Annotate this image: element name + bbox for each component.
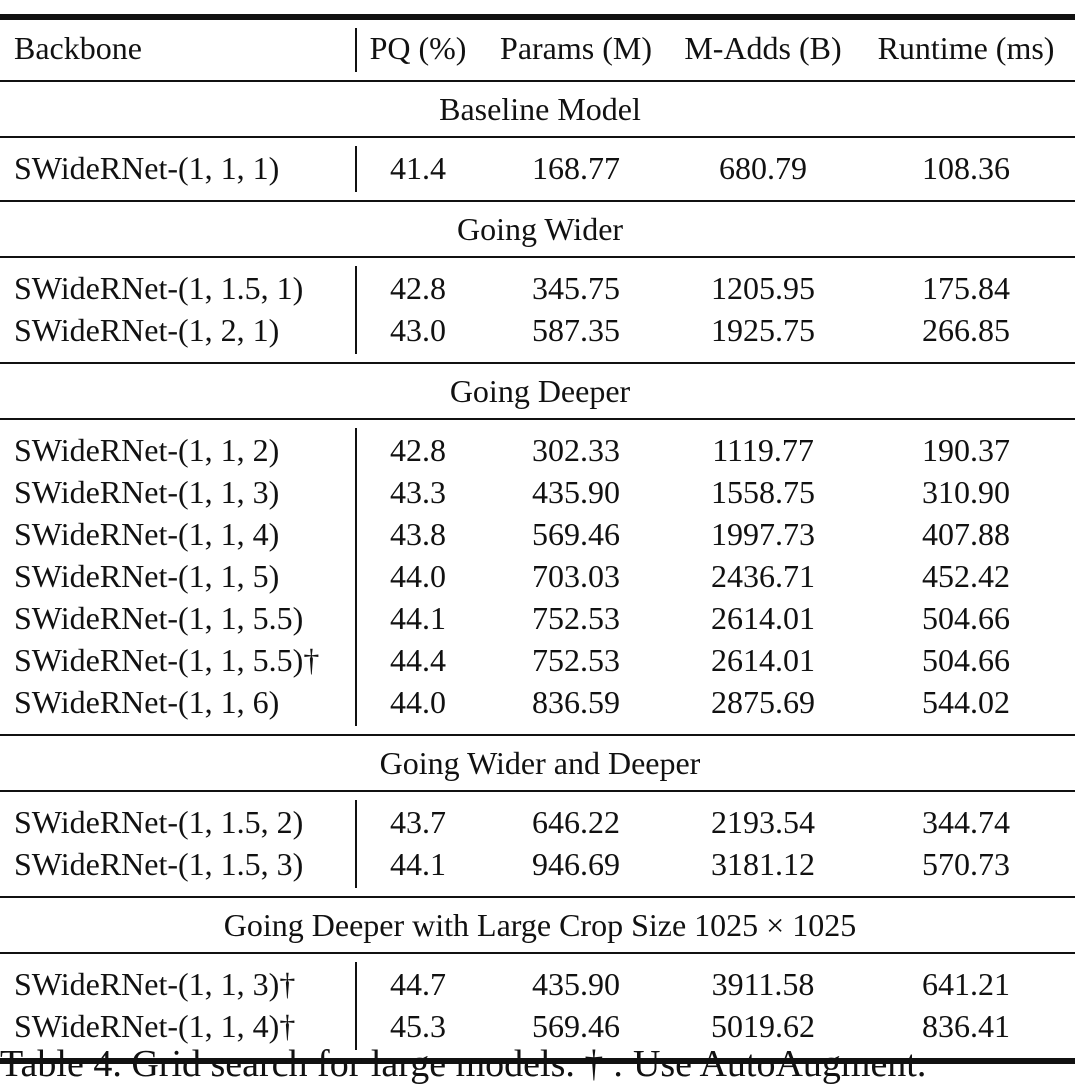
backbone-cell: SWideRNet-(1, 1, 4) [14, 516, 280, 552]
section-title: Going Deeper with Large Crop Size 1025 × 1025 [223, 907, 857, 943]
runtime-cell: 452.42 [922, 558, 1010, 594]
table-caption: Table 4. Grid search for large models. † : Use AutoAugment. [0, 1043, 927, 1085]
backbone-cell: SWideRNet-(1, 1, 5) [14, 558, 280, 594]
madds-cell: 3911.58 [711, 966, 815, 1002]
header-backbone: Backbone [14, 30, 142, 66]
runtime-cell: 190.37 [922, 432, 1010, 468]
params-cell: 703.03 [532, 558, 620, 594]
section-title: Going Wider and Deeper [379, 745, 701, 781]
params-cell: 752.53 [532, 600, 620, 636]
runtime-cell: 175.84 [922, 270, 1010, 306]
section-rule [0, 790, 1075, 792]
backbone-cell: SWideRNet-(1, 1.5, 1) [14, 270, 304, 306]
params-cell: 587.35 [532, 312, 620, 348]
backbone-cell: SWideRNet-(1, 1, 3)† [14, 966, 296, 1002]
pq-cell: 43.3 [390, 474, 446, 510]
madds-cell: 3181.12 [711, 846, 815, 882]
backbone-cell: SWideRNet-(1, 1, 2) [14, 432, 280, 468]
backbone-cell: SWideRNet-(1, 1, 1) [14, 150, 280, 186]
madds-cell: 2875.69 [711, 684, 815, 720]
section-title: Going Wider [456, 211, 624, 247]
column-divider [355, 428, 357, 726]
pq-cell: 44.1 [390, 600, 446, 636]
madds-cell: 5019.62 [711, 1008, 815, 1044]
params-cell: 569.46 [532, 1008, 620, 1044]
pq-cell: 43.8 [390, 516, 446, 552]
section-rule [0, 952, 1075, 954]
pq-cell: 44.1 [390, 846, 446, 882]
runtime-cell: 836.41 [922, 1008, 1010, 1044]
params-cell: 345.75 [532, 270, 620, 306]
backbone-cell: SWideRNet-(1, 1, 6) [14, 684, 280, 720]
column-divider [355, 800, 357, 888]
params-cell: 302.33 [532, 432, 620, 468]
pq-cell: 43.0 [390, 312, 446, 348]
madds-cell: 2614.01 [711, 642, 815, 678]
section-rule [0, 256, 1075, 258]
backbone-cell: SWideRNet-(1, 1.5, 2) [14, 804, 304, 840]
header-rule [0, 80, 1075, 82]
header-madds: M-Adds (B) [684, 30, 842, 66]
params-cell: 435.90 [532, 474, 620, 510]
pq-cell: 45.3 [390, 1008, 446, 1044]
madds-cell: 680.79 [719, 150, 807, 186]
section-rule [0, 418, 1075, 420]
header-runtime: Runtime (ms) [877, 30, 1055, 66]
madds-cell: 1925.75 [711, 312, 815, 348]
params-cell: 435.90 [532, 966, 620, 1002]
runtime-cell: 266.85 [922, 312, 1010, 348]
backbone-cell: SWideRNet-(1, 1, 5.5) [14, 600, 304, 636]
runtime-cell: 407.88 [922, 516, 1010, 552]
madds-cell: 2436.71 [711, 558, 815, 594]
backbone-cell: SWideRNet-(1, 1.5, 3) [14, 846, 304, 882]
madds-cell: 1205.95 [711, 270, 815, 306]
section-title: Going Deeper [449, 373, 631, 409]
top-rule [0, 14, 1075, 20]
header-divider [355, 28, 357, 72]
runtime-cell: 344.74 [922, 804, 1010, 840]
header-pq: PQ (%) [369, 30, 467, 66]
pq-cell: 41.4 [390, 150, 446, 186]
pq-cell: 42.8 [390, 270, 446, 306]
runtime-cell: 504.66 [922, 600, 1010, 636]
backbone-cell: SWideRNet-(1, 1, 5.5)† [14, 642, 320, 678]
section-rule [0, 362, 1075, 364]
column-divider [355, 962, 357, 1050]
pq-cell: 43.7 [390, 804, 446, 840]
pq-cell: 44.7 [390, 966, 446, 1002]
params-cell: 946.69 [532, 846, 620, 882]
params-cell: 752.53 [532, 642, 620, 678]
pq-cell: 44.0 [390, 684, 446, 720]
runtime-cell: 570.73 [922, 846, 1010, 882]
section-title: Baseline Model [439, 91, 641, 127]
runtime-cell: 504.66 [922, 642, 1010, 678]
header-params: Params (M) [500, 30, 652, 66]
section-rule [0, 734, 1075, 736]
madds-cell: 2193.54 [711, 804, 815, 840]
column-divider [355, 146, 357, 192]
pq-cell: 42.8 [390, 432, 446, 468]
runtime-cell: 641.21 [922, 966, 1010, 1002]
section-rule [0, 136, 1075, 138]
madds-cell: 1997.73 [711, 516, 815, 552]
column-divider [355, 266, 357, 354]
madds-cell: 1119.77 [712, 432, 814, 468]
pq-cell: 44.0 [390, 558, 446, 594]
backbone-cell: SWideRNet-(1, 1, 4)† [14, 1008, 296, 1044]
backbone-cell: SWideRNet-(1, 1, 3) [14, 474, 280, 510]
runtime-cell: 310.90 [922, 474, 1010, 510]
section-rule [0, 896, 1075, 898]
madds-cell: 2614.01 [711, 600, 815, 636]
params-cell: 646.22 [532, 804, 620, 840]
runtime-cell: 108.36 [922, 150, 1010, 186]
params-cell: 168.77 [532, 150, 620, 186]
runtime-cell: 544.02 [922, 684, 1010, 720]
backbone-cell: SWideRNet-(1, 2, 1) [14, 312, 280, 348]
madds-cell: 1558.75 [711, 474, 815, 510]
params-cell: 569.46 [532, 516, 620, 552]
params-cell: 836.59 [532, 684, 620, 720]
pq-cell: 44.4 [390, 642, 446, 678]
section-rule [0, 200, 1075, 202]
